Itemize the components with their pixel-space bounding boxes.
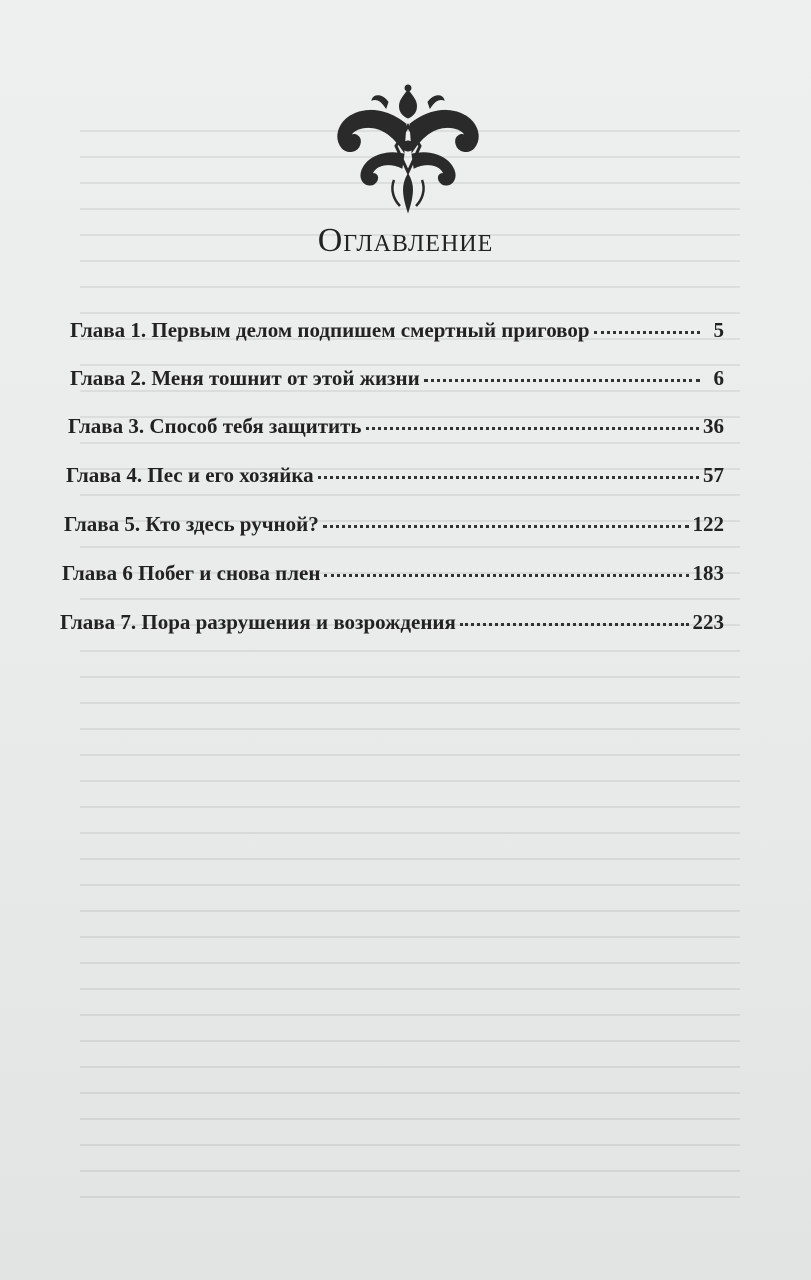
dot-leader <box>594 331 700 334</box>
dot-leader <box>324 574 688 577</box>
toc-heading: Оглавление <box>317 222 494 259</box>
dot-leader <box>323 525 689 528</box>
toc-entry-label: Глава 2. Меня тошнит от этой жизни <box>70 366 420 390</box>
toc-entry <box>66 463 724 488</box>
toc-entry-label: Глава 3. Способ тебя защитить <box>68 414 362 438</box>
toc-entry <box>64 512 724 537</box>
toc-entry-page: 36 <box>703 414 724 438</box>
bleed-through-texture <box>80 130 740 1210</box>
toc-entry-page: 223 <box>692 610 724 634</box>
toc-entry <box>62 561 724 586</box>
toc-entry <box>60 610 724 635</box>
toc-entry-page: 57 <box>703 463 724 487</box>
dot-leader <box>318 476 699 479</box>
toc-entry-page: 183 <box>692 561 724 585</box>
toc-entry <box>70 366 724 391</box>
toc-entry-page: 5 <box>713 318 724 342</box>
toc-entry <box>68 414 724 439</box>
toc-entry-label: Глава 6 Побег и снова плен <box>62 561 321 585</box>
dot-leader <box>460 623 689 626</box>
dot-leader <box>424 379 700 382</box>
toc-entry <box>70 318 724 343</box>
toc-entry-label: Глава 5. Кто здесь ручной? <box>64 512 319 536</box>
dot-leader <box>366 427 699 430</box>
damask-ornament-icon <box>328 80 488 215</box>
toc-entry-page: 6 <box>713 366 724 390</box>
toc-entry-label: Глава 1. Первым делом подпишем смертный приговор <box>70 318 590 342</box>
toc-entry-label: Глава 4. Пес и его хозяйка <box>66 463 314 487</box>
toc-entry-label: Глава 7. Пора разрушения и возрождения <box>60 610 456 634</box>
toc-entry-page: 122 <box>692 512 724 536</box>
